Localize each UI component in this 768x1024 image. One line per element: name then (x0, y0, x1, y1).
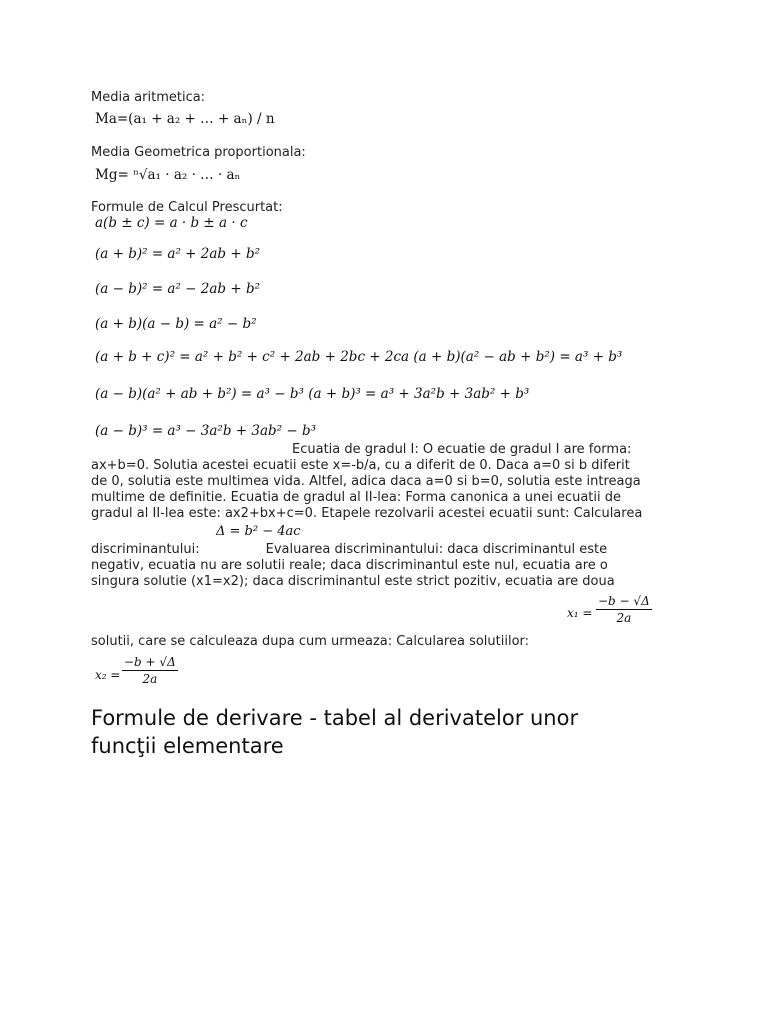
label-formule-calcul: Formule de Calcul Prescurtat: (91, 200, 283, 215)
x1-denominator: 2a (616, 611, 632, 625)
formula-3: (a − b)² = a² − 2ab + b² (95, 281, 261, 297)
label-media-aritmetica: Media aritmetica: (91, 90, 206, 105)
formula-5: (a + b + c)² = a² + b² + c² + 2ab + 2bc + 2ca (a + b)(a² − ab + b²) = a³ + b³ (95, 349, 623, 365)
paragraph-line: singura solutie (x1=x2); daca discriminantul este strict pozitiv, ecuatia are doua (91, 574, 615, 589)
paragraph-continued (91, 542, 671, 590)
x2-denominator: 2a (142, 672, 158, 686)
formula-x2-fraction (122, 655, 178, 686)
paragraph-line: de 0, solutia este multimea vida. Altfel, adica daca a=0 si b=0, solutia este intreaga (91, 474, 641, 489)
paragraph-line: multime de definitie. Ecuatia de gradul al II-lea: Forma canonica a unei ecuatii de (91, 490, 621, 505)
formula-x1-fraction (596, 594, 652, 625)
paragraph-line: Ecuatia de gradul I: O ecuatie de gradul I are forma: (292, 442, 632, 457)
paragraph-ecuatii (91, 442, 671, 522)
formula-7: (a − b)³ = a³ − 3a²b + 3ab² − b³ (95, 423, 317, 439)
text-discriminant: discriminantului: (91, 542, 200, 557)
paragraph-line: solutii, care se calculeaza dupa cum urmeaza: Calcularea solutiilor: (91, 634, 530, 649)
paragraph-line: negativ, ecuatia nu are solutii reale; daca discriminantul este nul, ecuatia are o (91, 558, 608, 573)
x2-numerator: −b + √Δ (124, 655, 176, 669)
formula-4: (a + b)(a − b) = a² − b² (95, 316, 257, 332)
heading-line: funcţii elementare (91, 734, 284, 758)
formula-x1-lhs: x₁ = (567, 606, 593, 620)
formula-media-geometrica: Mg= ⁿ√a₁ · a₂ · … · aₙ (95, 167, 241, 183)
paragraph-line: gradul al II-lea este: ax2+bx+c=0. Etapele rezolvarii acestei ecuatii sunt: Calcularea (91, 506, 643, 521)
formula-1: a(b ± c) = a · b ± a · c (95, 215, 248, 231)
paragraph-line (91, 542, 671, 558)
formula-media-aritmetica: Ma=(a₁ + a₂ + … + aₙ) / n (95, 111, 275, 127)
formula-delta: Δ = b² − 4ac (216, 524, 301, 539)
label-media-geometrica: Media Geometrica proportionala: (91, 145, 306, 160)
section-heading (91, 704, 731, 760)
formula-x2-lhs: x₂ = (95, 668, 121, 682)
heading-line: Formule de derivare - tabel al derivatelor unor (91, 706, 579, 730)
formula-6: (a − b)(a² + ab + b²) = a³ − b³ (a + b)³ = a³ + 3a²b + 3ab² + b³ (95, 386, 530, 402)
x1-numerator: −b − √Δ (598, 594, 650, 608)
formula-2: (a + b)² = a² + 2ab + b² (95, 246, 261, 262)
paragraph-line: ax+b=0. Solutia acestei ecuatii este x=-b/a, cu a diferit de 0. Daca a=0 si b diferit (91, 458, 630, 473)
text-evaluarea: Evaluarea discriminantului: daca discriminantul este (265, 542, 608, 557)
